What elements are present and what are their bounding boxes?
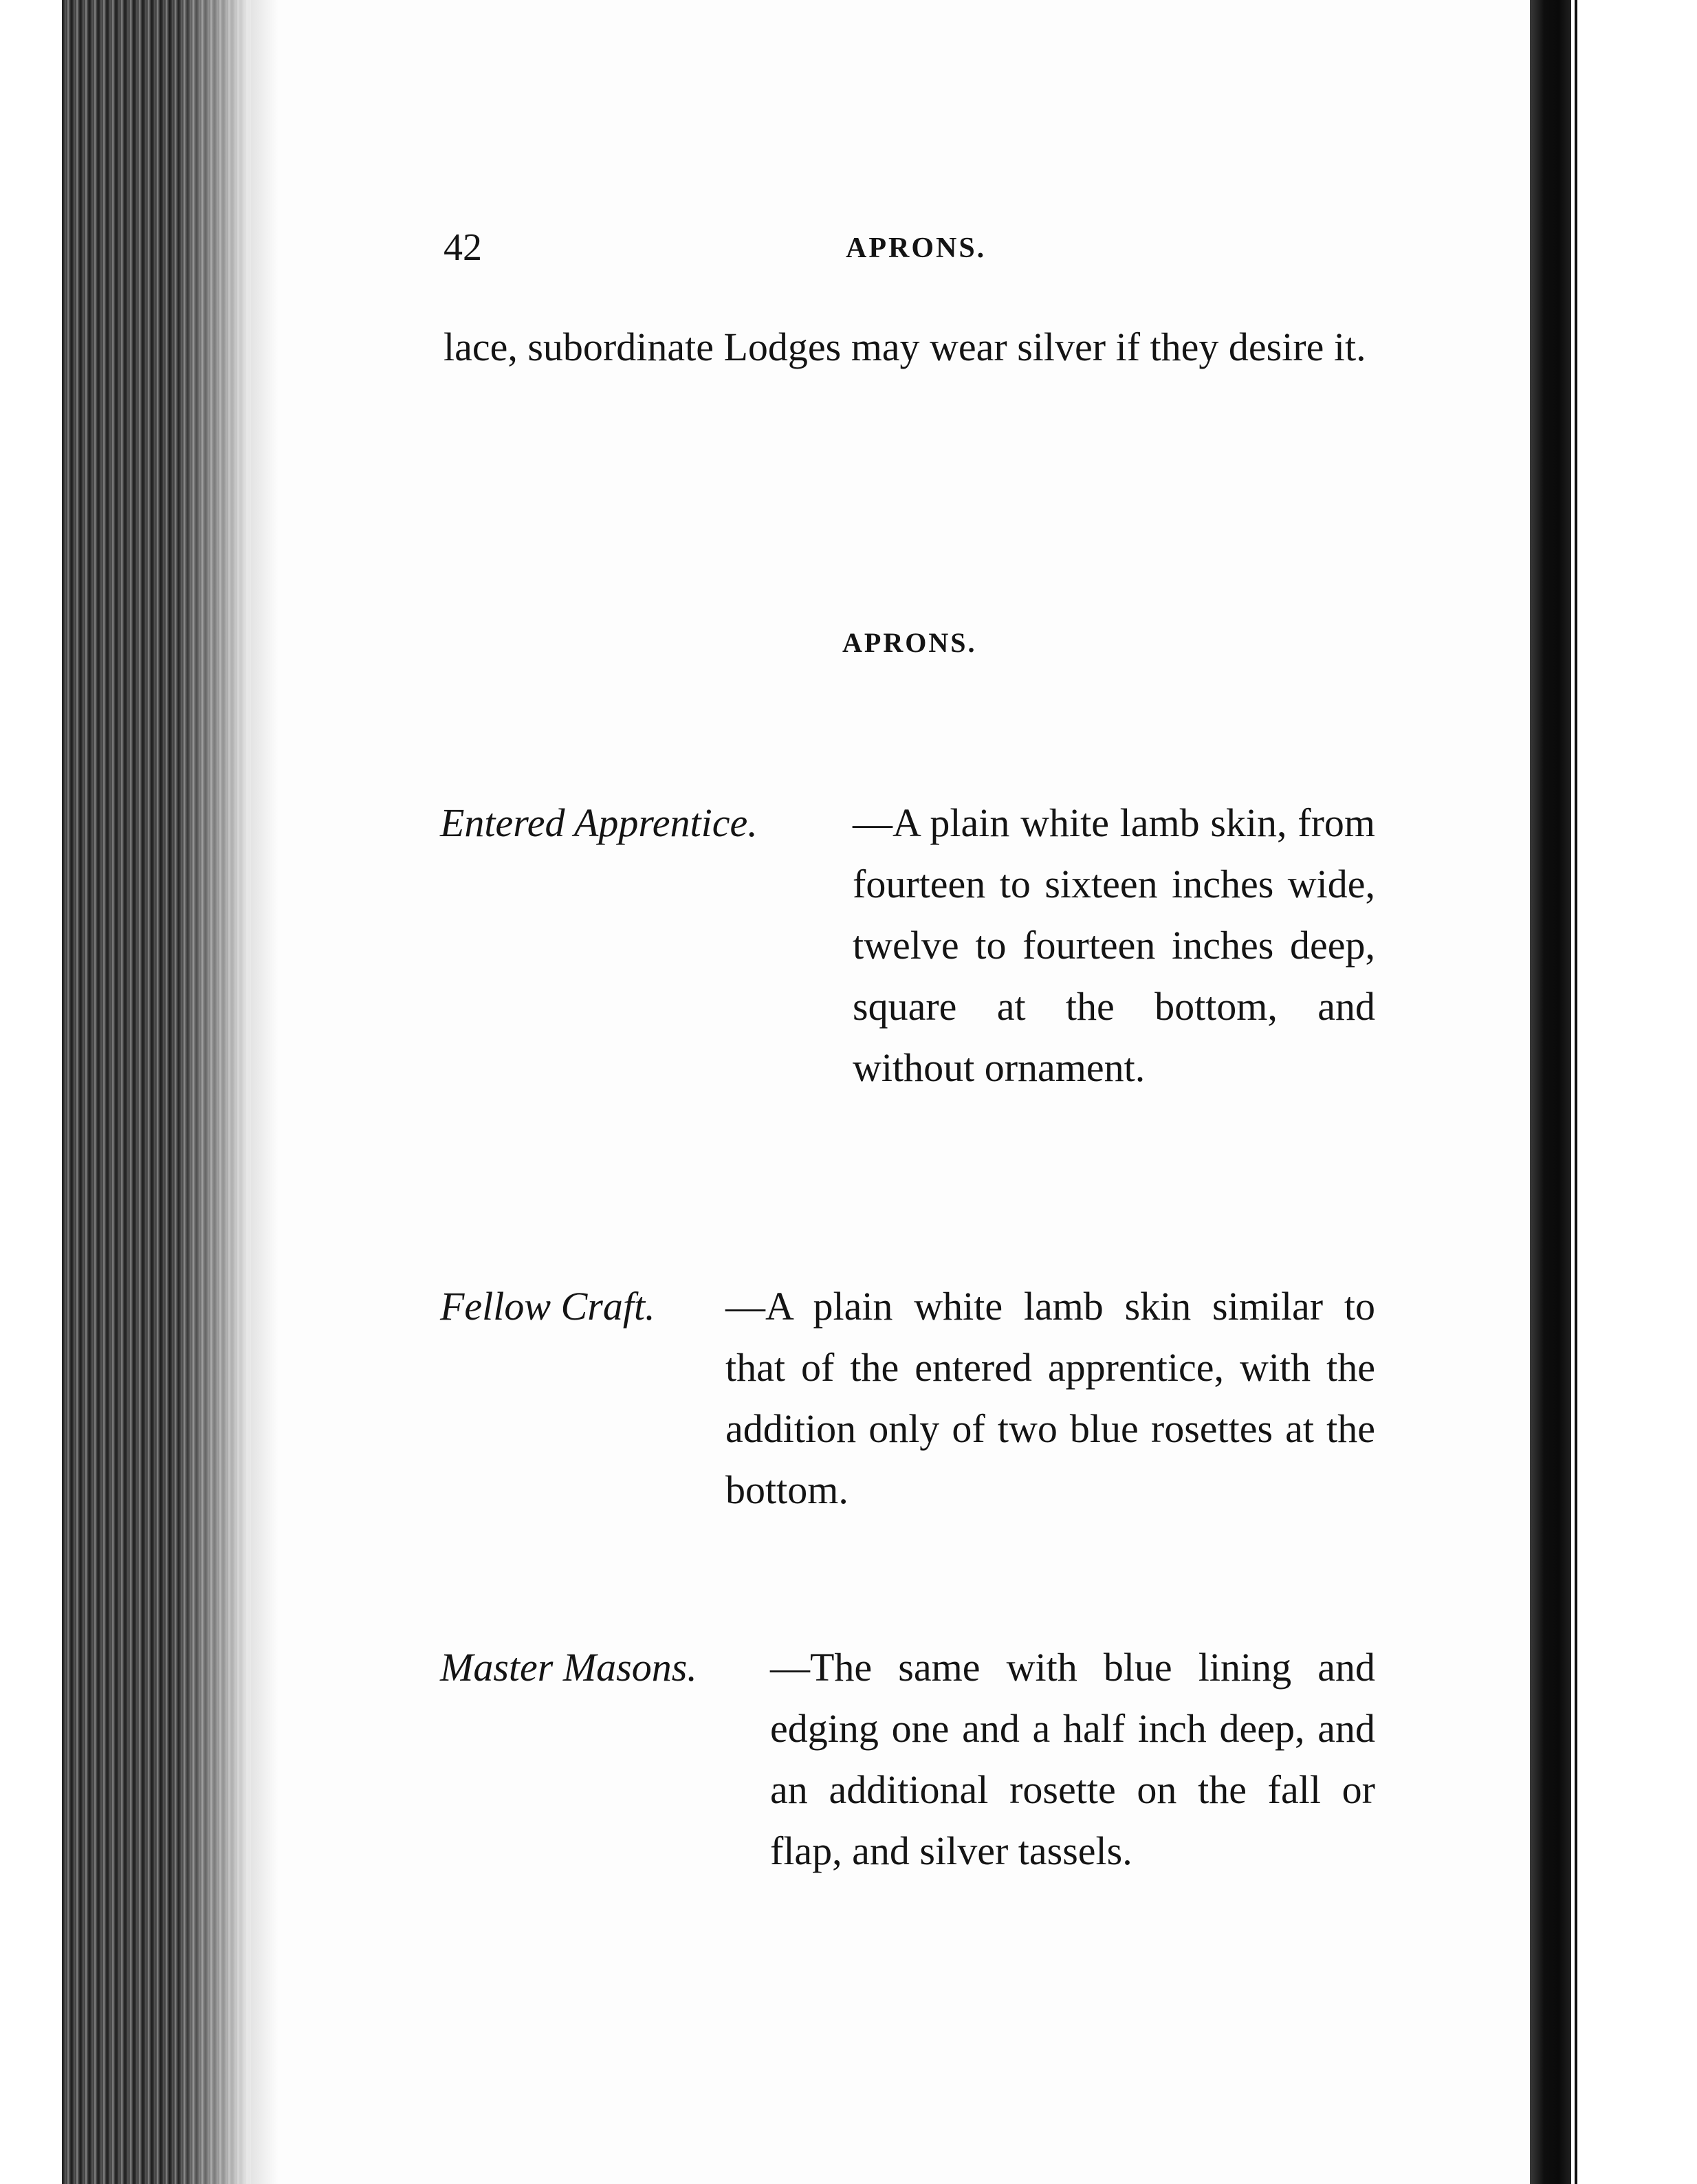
entry-description: —The same with blue lining and edging one and a half inch deep, and an additional rosette on the fall or flap, and silver tassels.: [770, 1645, 1375, 1873]
continuation-paragraph: lace, subordinate Lodges may wear silver if they desire it.: [444, 325, 1366, 369]
page-number: 42: [444, 226, 482, 269]
entry-term: Fellow Craft.: [440, 1284, 655, 1329]
entry-description: —A plain white lamb skin, from fourteen to sixteen inches wide, twelve to fourteen inches deep, square at the bottom, and without ornament.: [853, 800, 1375, 1090]
entry-master-masons: [440, 1637, 1375, 1884]
scan-right-margin: [1571, 0, 1697, 2184]
scan-left-margin: [0, 0, 62, 2184]
entry-term: Entered Apprentice.: [440, 800, 758, 845]
entry-description: —A plain white lamb skin similar to that of the entered apprentice, with the addition only of two blue rosettes at the bottom.: [725, 1284, 1375, 1512]
entry-term: Master Masons.: [440, 1645, 697, 1690]
book-binding: [1530, 0, 1571, 2184]
section-heading: APRONS.: [842, 627, 977, 658]
next-page-edge: [1575, 0, 1577, 2184]
entry-fellow-craft: [440, 1276, 1375, 1523]
page-edges-fade: [175, 0, 251, 2184]
entry-entered-apprentice: [440, 792, 1375, 1164]
page-gutter-shadow: [251, 0, 278, 2184]
page-header: [444, 227, 1375, 268]
running-head: APRONS.: [846, 232, 987, 264]
